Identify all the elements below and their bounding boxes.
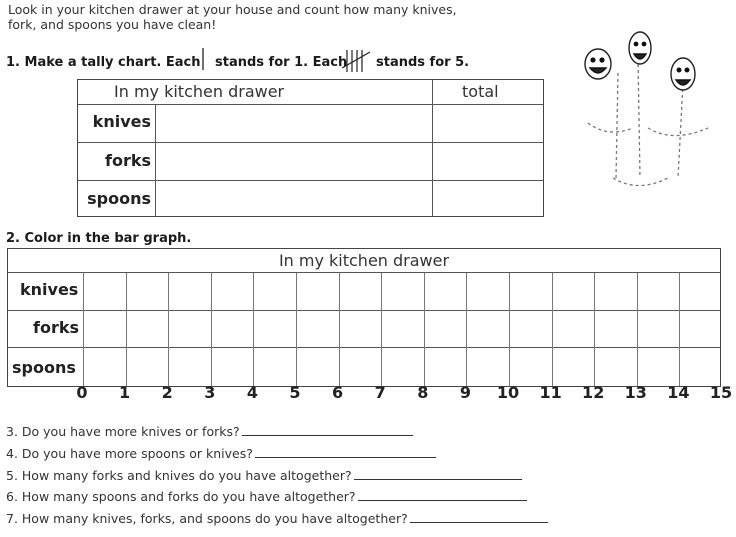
bar-label-spoons: spoons	[12, 358, 76, 377]
tally-table-title: In my kitchen drawer	[114, 82, 285, 101]
x-axis-tick-label: 11	[539, 383, 562, 402]
question-5	[6, 468, 522, 483]
answer-blank	[354, 468, 522, 480]
answer-blank	[358, 489, 527, 501]
tally-row-knives	[78, 105, 543, 143]
bar-graph-grid-line	[552, 273, 553, 386]
bar-graph-grid-line	[466, 273, 467, 386]
question-3	[6, 424, 413, 439]
question-7-text: 7. How many knives, forks, and spoons do you have altogether?	[6, 511, 408, 526]
happy-utensils-icon	[578, 28, 728, 198]
instructions-line-1: Look in your kitchen drawer at your house and count how many knives,	[8, 2, 457, 17]
tally-row-spoons	[78, 181, 543, 216]
tally-column-divider	[155, 105, 156, 216]
x-axis-tick-label: 6	[332, 383, 344, 402]
bar-graph-grid-line	[83, 273, 84, 386]
bar-graph-row-line	[8, 347, 720, 348]
x-axis-tick-label: 14	[667, 383, 690, 402]
question-1-part-3: stands for 5.	[376, 55, 470, 70]
bar-graph-grid-line	[424, 273, 425, 386]
x-axis-tick-label: 3	[204, 383, 216, 402]
question-4-text: 4. Do you have more spoons or knives?	[6, 446, 253, 461]
bar-graph-grid-line	[211, 273, 212, 386]
bar-graph-row-line	[8, 310, 720, 311]
bar-label-forks: forks	[33, 318, 80, 337]
bar-graph-grid-line	[126, 273, 127, 386]
answer-blank	[410, 511, 548, 523]
bar-graph-grid-line	[637, 273, 638, 386]
x-axis-tick-label: 5	[289, 383, 301, 402]
x-axis-tick-label: 12	[582, 383, 605, 402]
bar-graph-header-line	[8, 272, 720, 273]
question-6-text: 6. How many spoons and forks do you have altogether?	[6, 489, 356, 504]
x-axis-tick-label: 4	[246, 383, 258, 402]
tally-row-label: knives	[92, 112, 151, 131]
x-axis-tick-label: 15	[709, 383, 733, 402]
bar-label-knives: knives	[20, 280, 79, 299]
bar-graph-grid-line	[381, 273, 382, 386]
bar-graph	[7, 248, 721, 387]
question-1-part-2: stands for 1. Each	[215, 55, 348, 70]
bar-graph-grid-line	[679, 273, 680, 386]
answer-blank	[255, 446, 436, 458]
tally-table-header	[78, 80, 543, 105]
bar-graph-grid-line	[594, 273, 595, 386]
x-axis-tick-label: 8	[417, 383, 429, 402]
question-5-text: 5. How many forks and knives do you have altogether?	[6, 468, 352, 483]
x-axis-tick-label: 0	[76, 383, 88, 402]
question-2: 2. Color in the bar graph.	[6, 231, 192, 246]
tally-five-icon	[340, 46, 374, 74]
question-3-text: 3. Do you have more knives or forks?	[6, 424, 240, 439]
bar-graph-grid-line	[339, 273, 340, 386]
question-4	[6, 446, 436, 461]
bar-graph-title: In my kitchen drawer	[278, 251, 450, 270]
question-1-part-1: 1. Make a tally chart. Each	[6, 55, 201, 70]
tally-table-total-header: total	[462, 82, 499, 101]
x-axis-tick-label: 1	[119, 383, 131, 402]
question-7	[6, 511, 548, 526]
bar-graph-grid-line	[509, 273, 510, 386]
question-6	[6, 489, 527, 504]
instructions-line-2: fork, and spoons you have clean!	[8, 17, 217, 32]
tally-one-icon	[202, 47, 204, 71]
tally-row-label: forks	[104, 151, 151, 170]
bar-graph-grid-line	[296, 273, 297, 386]
tally-total-divider	[432, 80, 433, 216]
x-axis-tick-label: 13	[624, 383, 647, 402]
x-axis-tick-label: 10	[496, 383, 520, 402]
bar-graph-grid-line	[168, 273, 169, 386]
tally-table	[77, 79, 544, 217]
bar-graph-grid-line	[253, 273, 254, 386]
tally-row-forks	[78, 143, 543, 181]
answer-blank	[242, 424, 413, 436]
x-axis-tick-label: 9	[459, 383, 471, 402]
instructions	[8, 2, 548, 32]
x-axis-tick-label: 2	[161, 383, 173, 402]
x-axis-tick-label: 7	[374, 383, 386, 402]
tally-row-label: spoons	[87, 189, 151, 208]
